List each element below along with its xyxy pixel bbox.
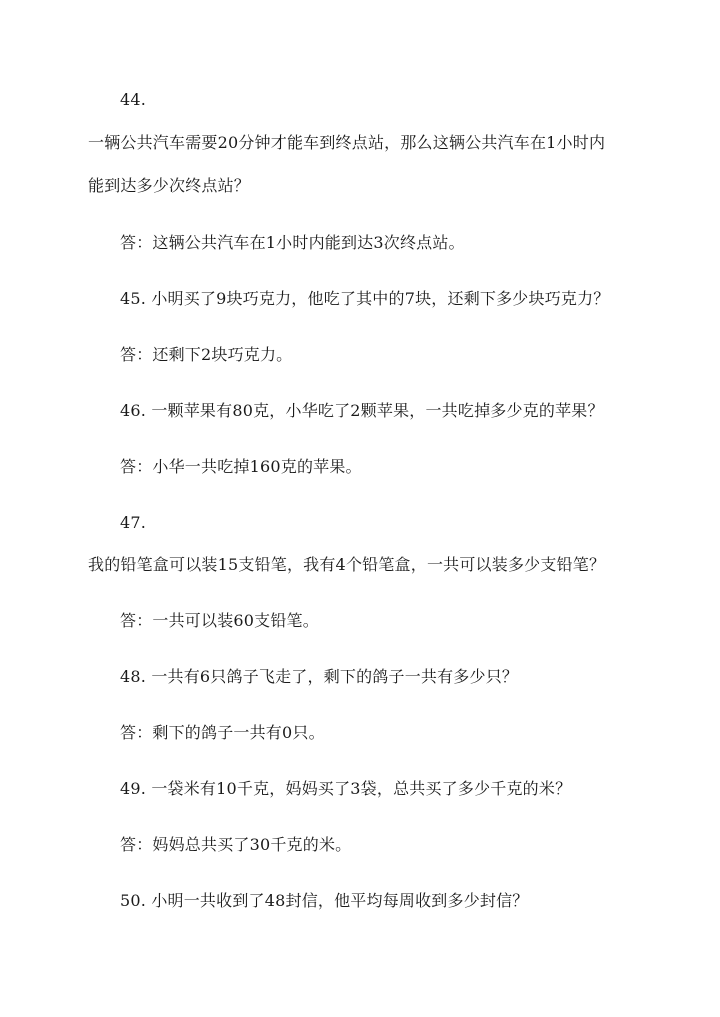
answer-49: 答：妈妈总共买了30千克的米。 — [120, 835, 352, 854]
question-47-number: 47. — [120, 513, 147, 532]
answer-45: 答：还剩下2块巧克力。 — [120, 345, 293, 364]
question-46: 46. 一颗苹果有80克，小华吃了2颗苹果，一共吃掉多少克的苹果？ — [120, 401, 604, 420]
question-44-number: 44. — [120, 90, 147, 109]
question-47-text: 我的铅笔盒可以装15支铅笔，我有4个铅笔盒，一共可以装多少支铅笔？ — [88, 555, 606, 574]
question-45: 45. 小明买了9块巧克力，他吃了其中的7块，还剩下多少块巧克力？ — [120, 289, 610, 308]
answer-48: 答：剩下的鸽子一共有0只。 — [120, 723, 325, 742]
answer-44: 答：这辆公共汽车在1小时内能到达3次终点站。 — [120, 233, 465, 252]
question-49: 49. 一袋米有10千克，妈妈买了3袋，总共买了多少千克的米？ — [120, 779, 572, 798]
question-48: 48. 一共有6只鸽子飞走了，剩下的鸽子一共有多少只？ — [120, 667, 519, 686]
question-50: 50. 小明一共收到了48封信，他平均每周收到多少封信？ — [120, 891, 529, 910]
answer-47: 答：一共可以装60支铅笔。 — [120, 611, 319, 630]
answer-46: 答：小华一共吃掉160克的苹果。 — [120, 457, 362, 476]
question-44-text-line1: 一辆公共汽车需要20分钟才能车到终点站，那么这辆公共汽车在1小时内 — [88, 133, 606, 152]
question-44-text-line2: 能到达多少次终点站？ — [88, 176, 251, 195]
